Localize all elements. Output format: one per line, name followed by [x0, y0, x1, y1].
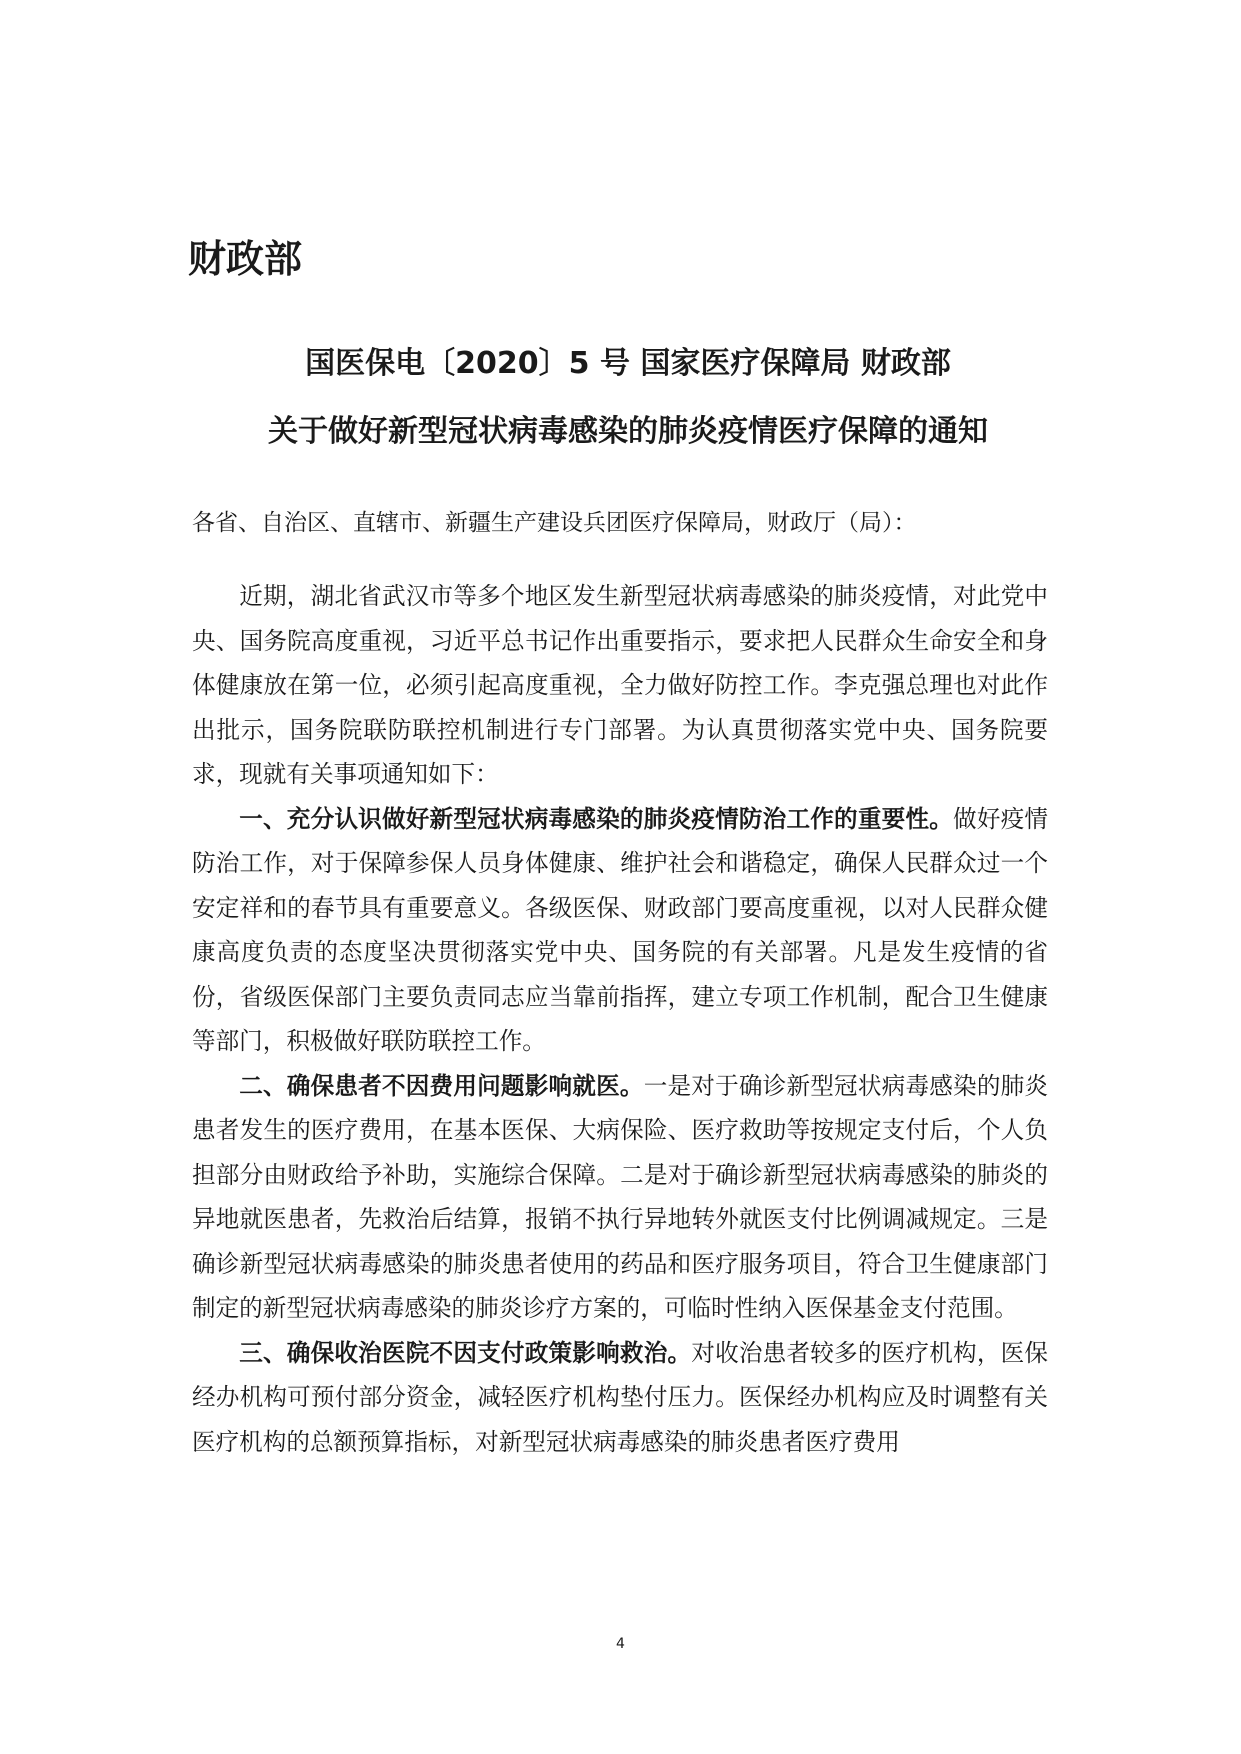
- document-title-line-1: 国医保电〔2020〕5 号 国家医疗保障局 财政部: [305, 346, 951, 381]
- section-2-heading: 二、确保患者不因费用问题影响就医。: [239, 1071, 644, 1100]
- section-3-paragraph: [192, 1331, 1048, 1465]
- section-1-text: 做好疫情防治工作，对于保障参保人员身体健康、维护社会和谐稳定，确保人民群众过一个安定祥和的春节具有重要意义。各级医保、财政部门要高度重视，以对人民群众健康高度负责的态度坚决贯彻落实党中央、国务院的有关部署。凡是发生疫情的省份，省级医保部门主要负责同志应当靠前指挥，建立专项工作机制，配合卫生健康等部门，积极做好联防联控工作。: [192, 804, 1049, 1055]
- page-number: 4: [616, 1636, 625, 1652]
- section-3-text: 对收治患者较多的医疗机构，医保经办机构可预付部分资金，减轻医疗机构垫付压力。医保经办机构应及时调整有关医疗机构的总额预算指标，对新型冠状病毒感染的肺炎患者医疗费用: [192, 1338, 1048, 1456]
- section-1-paragraph: [192, 797, 1048, 1064]
- salutation: 各省、自治区、直辖市、新疆生产建设兵团医疗保障局，财政厅（局）：: [192, 510, 917, 536]
- section-2-text: 一是对于确诊新型冠状病毒感染的肺炎患者发生的医疗费用，在基本医保、大病保险、医疗救助等按规定支付后，个人负担部分由财政给予补助，实施综合保障。二是对于确诊新型冠状病毒感染的肺炎的异地就医患者，先救治后结算，报销不执行异地转外就医支付比例调减规定。三是确诊新型冠状病毒感染的肺炎患者使用的药品和医疗服务项目，符合卫生健康部门制定的新型冠状病毒感染的肺炎诊疗方案的，可临时性纳入医保基金支付范围。: [192, 1071, 1049, 1322]
- section-2-paragraph: [192, 1064, 1048, 1331]
- document-body: [192, 574, 1048, 1464]
- department-heading: 财政部: [188, 237, 303, 281]
- document-title-line-2: 关于做好新型冠状病毒感染的肺炎疫情医疗保障的通知: [268, 414, 988, 449]
- section-3-heading: 三、确保收治医院不因支付政策影响救治。: [239, 1338, 692, 1367]
- intro-paragraph: 近期，湖北省武汉市等多个地区发生新型冠状病毒感染的肺炎疫情，对此党中央、国务院高度重视，习近平总书记作出重要指示，要求把人民群众生命安全和身体健康放在第一位，必须引起高度重视，全力做好防控工作。李克强总理也对此作出批示，国务院联防联控机制进行专门部署。为认真贯彻落实党中央、国务院要求，现就有关事项通知如下：: [192, 582, 1048, 788]
- section-1-heading: 一、充分认识做好新型冠状病毒感染的肺炎疫情防治工作的重要性。: [239, 804, 954, 833]
